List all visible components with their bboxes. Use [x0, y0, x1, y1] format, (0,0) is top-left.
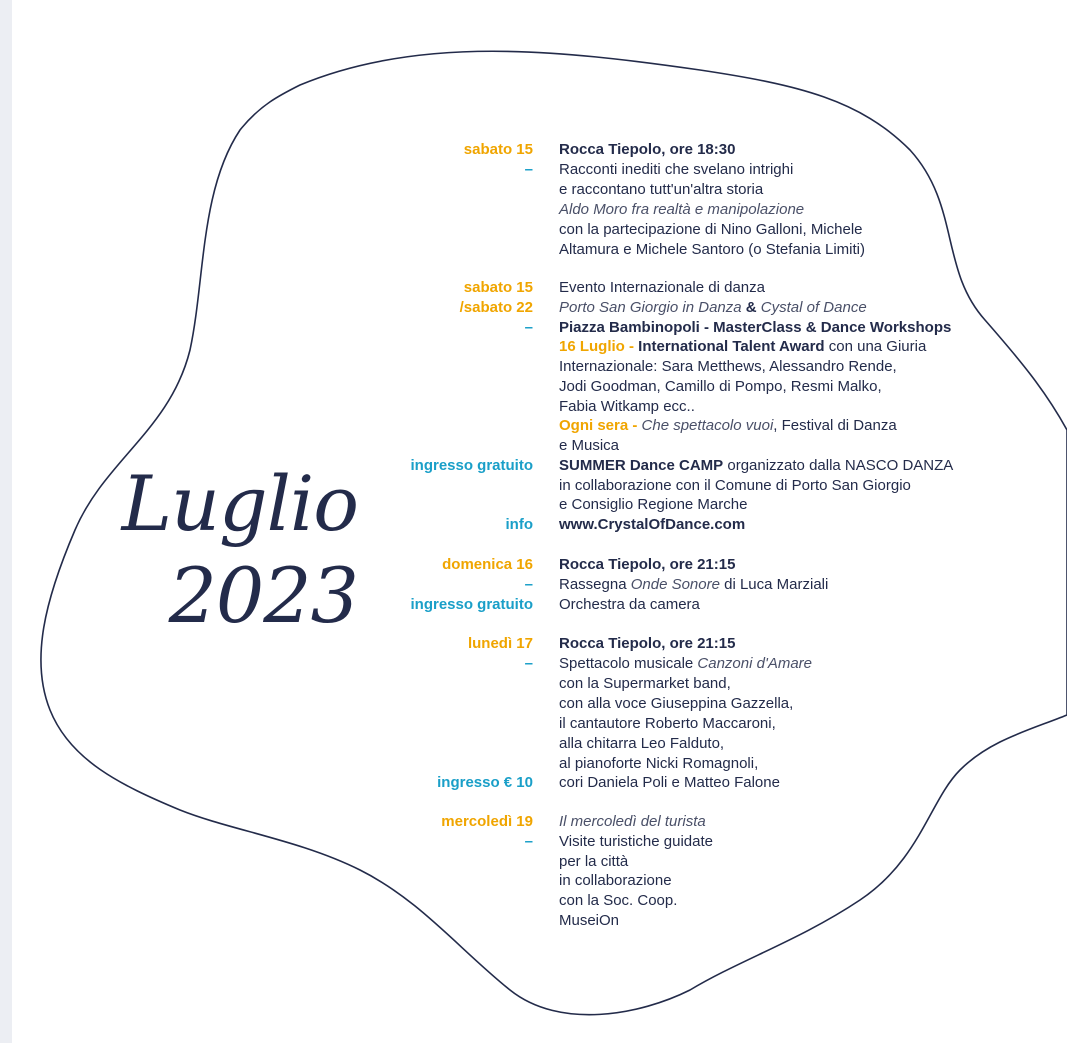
- event-text: Rassegna: [559, 576, 631, 593]
- event-text: di Luca Marziali: [719, 576, 829, 593]
- event-line: Aldo Moro fra realtà e manipolazione: [559, 201, 805, 218]
- event-italic: Onde Sonore: [630, 576, 720, 593]
- event-line: [559, 456, 953, 476]
- event-entry: ingresso gratuito: [410, 596, 533, 613]
- event-line: con la Soc. Coop.: [559, 892, 678, 909]
- event-line: Altamura e Michele Santoro (o Stefania Limiti): [559, 241, 865, 258]
- event-date: /sabato 22: [459, 299, 533, 316]
- event-line: e Consiglio Regione Marche: [559, 496, 748, 513]
- event-line: per la città: [559, 853, 629, 870]
- event-entry: ingresso € 10: [437, 774, 533, 791]
- page-title: [118, 458, 358, 642]
- event-line: cori Daniela Poli e Matteo Falone: [559, 774, 780, 791]
- event-line: Piazza Bambinopoli - MasterClass & Dance Workshops: [559, 319, 952, 336]
- event-line: al pianoforte Nicki Romagnoli,: [559, 755, 759, 772]
- event-line: [559, 337, 926, 357]
- event-line: Evento Internazionale di danza: [559, 279, 765, 296]
- event-date: sabato 15: [463, 279, 533, 296]
- event-italic: Porto San Giorgio in Danza: [559, 299, 742, 316]
- event-bold: International Talent Award: [638, 338, 825, 355]
- event-venue: Rocca Tiepolo, ore 21:15: [559, 556, 736, 573]
- event-line: Orchestra da camera: [559, 596, 700, 613]
- event-line: in collaborazione: [559, 872, 672, 889]
- event-amp: &: [741, 299, 761, 316]
- event-line: Il mercoledì del turista: [559, 813, 706, 830]
- event-date: sabato 15: [463, 141, 533, 158]
- event-text: , Festival di Danza: [773, 417, 897, 434]
- event-highlight: 16 Luglio -: [559, 338, 639, 355]
- event-venue: Rocca Tiepolo, ore 18:30: [559, 141, 736, 158]
- event-text: con una Giuria: [824, 338, 927, 355]
- event-dash: –: [524, 833, 533, 850]
- event-line: Jodi Goodman, Camillo di Pompo, Resmi Malko,: [559, 378, 882, 395]
- event-info-label: info: [505, 516, 533, 533]
- event-dash: –: [524, 319, 533, 336]
- event-line: il cantautore Roberto Maccaroni,: [559, 715, 776, 732]
- event-line: [559, 298, 867, 318]
- event-website-link[interactable]: www.CrystalOfDance.com: [559, 516, 746, 533]
- event-venue: Rocca Tiepolo, ore 21:15: [559, 635, 736, 652]
- event-line: Visite turistiche guidate: [559, 833, 713, 850]
- title-year: 2023: [168, 551, 358, 640]
- event-dash: –: [524, 576, 533, 593]
- event-dash: –: [524, 161, 533, 178]
- event-line: Racconti inediti che svelano intrighi: [559, 161, 794, 178]
- event-italic: Cystal of Dance: [760, 299, 867, 316]
- event-line: Internazionale: Sara Metthews, Alessandro Rende,: [559, 358, 897, 375]
- event-date: lunedì 17: [467, 635, 533, 652]
- event-line: [559, 654, 812, 674]
- event-dash: –: [524, 655, 533, 672]
- event-date: mercoledì 19: [441, 813, 533, 830]
- event-highlight: Ogni sera -: [559, 417, 642, 434]
- event-line: e Musica: [559, 437, 620, 454]
- event-line: con alla voce Giuseppina Gazzella,: [559, 695, 794, 712]
- event-italic: Che spettacolo vuoi: [641, 417, 774, 434]
- event-line: con la partecipazione di Nino Galloni, Michele: [559, 221, 863, 238]
- event-line: Fabia Witkamp ecc..: [559, 398, 695, 415]
- event-entry: ingresso gratuito: [410, 457, 533, 474]
- event-date: domenica 16: [442, 556, 533, 573]
- event-italic: Canzoni d'Amare: [697, 655, 812, 672]
- event-bold: SUMMER Dance CAMP: [559, 457, 724, 474]
- event-line: alla chitarra Leo Falduto,: [559, 735, 725, 752]
- event-text: organizzato dalla NASCO DANZA: [723, 457, 954, 474]
- event-line: [559, 416, 897, 436]
- event-line: MuseiOn: [559, 912, 620, 929]
- event-line: in collaborazione con il Comune di Porto San Giorgio: [559, 477, 911, 494]
- event-text: Spettacolo musicale: [559, 655, 698, 672]
- event-line: con la Supermarket band,: [559, 675, 731, 692]
- title-month: Luglio: [121, 459, 358, 548]
- event-line: [559, 575, 828, 595]
- event-line: e raccontano tutt'un'altra storia: [559, 181, 764, 198]
